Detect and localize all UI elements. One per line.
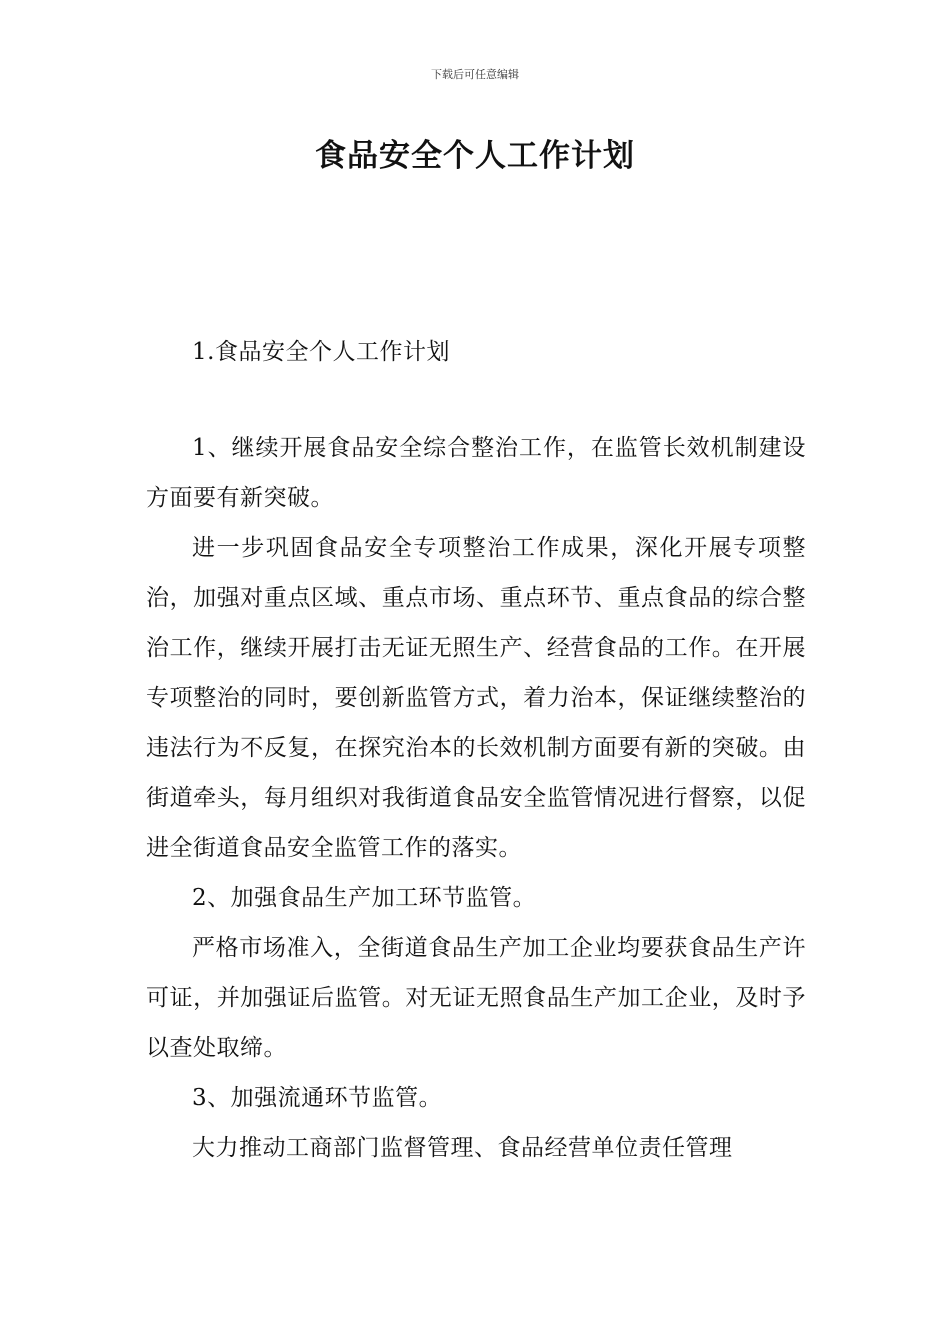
document-title: 食品安全个人工作计划 <box>315 138 635 174</box>
paragraph-item-2-heading: 2、加强食品生产加工环节监管。 <box>192 885 537 911</box>
paragraph-item-2-body: 严格市场准入，全街道食品生产加工企业均要获食品生产许可证，并加强证后监管。对无证无照食品生产加工企业，及时予以查处取缔。 <box>146 935 806 1061</box>
paragraph-item-1-heading: 1、继续开展食品安全综合整治工作，在监管长效机制建设方面要有新突破。 <box>146 435 806 511</box>
section-heading: 1.食品安全个人工作计划 <box>192 339 450 365</box>
section-heading-block <box>146 327 806 377</box>
paragraph-item-1-body: 进一步巩固食品安全专项整治工作成果，深化开展专项整治，加强对重点区域、重点市场、重点环节、重点食品的综合整治工作，继续开展打击无证无照生产、经营食品的工作。在开展专项整治的同时，要创新监管方式，着力治本，保证继续整治的违法行为不反复，在探究治本的长效机制方面要有新的突破。由街道牵头，每月组织对我街道食品安全监管情况进行督察，以促进全街道食品安全监管工作的落实。 <box>146 535 806 861</box>
document-body <box>146 423 806 1173</box>
header-note: 下载后可任意编辑 <box>431 68 519 81</box>
paragraph-item-3-body: 大力推动工商部门监督管理、食品经营单位责任管理 <box>192 1135 733 1161</box>
paragraph-item-3-heading: 3、加强流通环节监管。 <box>192 1085 443 1111</box>
